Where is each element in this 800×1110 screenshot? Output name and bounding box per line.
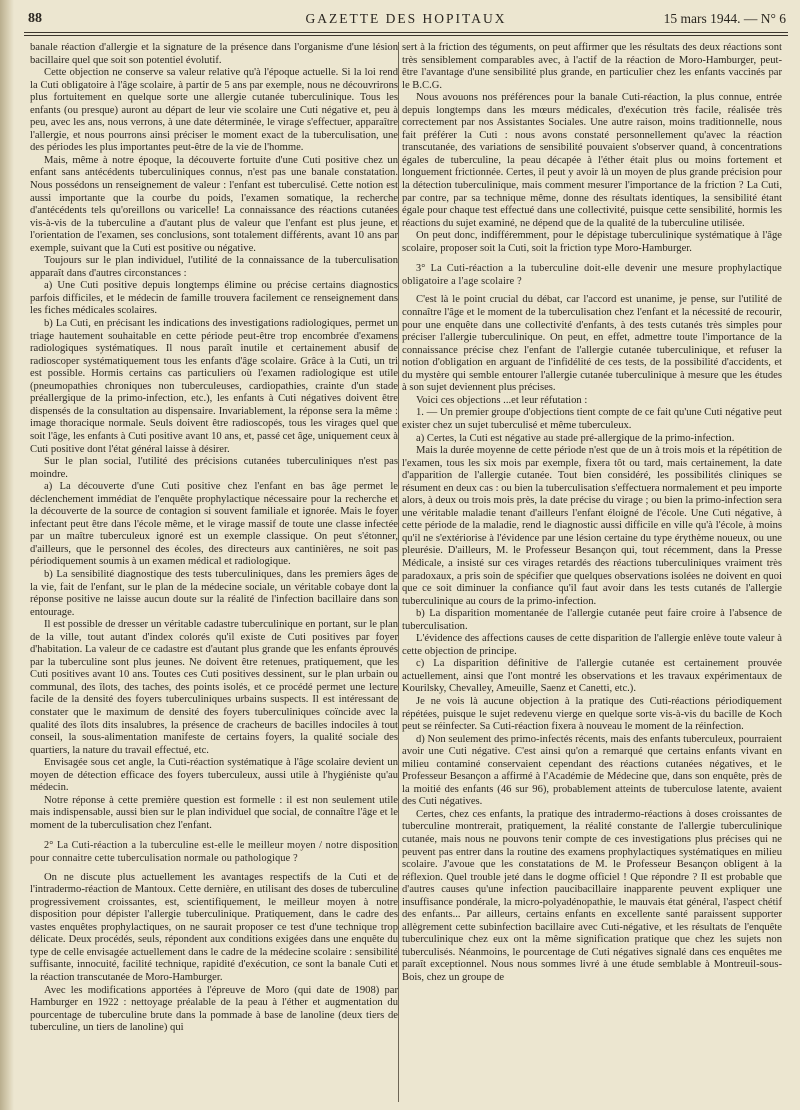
paragraph: b) La disparition momentanée de l'allergie cutanée peut faire croire à l'absence de tuberculisation. <box>402 608 782 632</box>
paragraph: Il est possible de dresser un véritable cadastre tuberculinique en portant, sur le plan de la ville, tout autant d'index colorés qu'il existe de Cuti positives par foyer d'habitation. La valeur de ce cadastre est d'autant plus grande que les enfants éprouvés par la tuberculine sont plus jeunes. Ne doivent être retenues, pratiquement, que les Cuti positives avant 10 ans. Toutes ces Cuti positives dessinent, sur le plan urbain ou communal, des îlots, des taches, des points isolés, et ce procédé permet une lecture facile de la densité des foyers tuberculiniques urbains suspects. Il est intéressant de constater que le maximum de densité des foyers tuberculiniques coïncide avec la qualité des îlots dits insalubres, la présence de cracheurs de bacilles indociles à tout conseil, la sous-alimentation manifeste de certains foyers, la qualité sociale des quartiers, la nature du travail effectué, etc. <box>30 619 398 756</box>
column-divider <box>398 42 399 1102</box>
page-binding-shadow <box>0 0 14 1110</box>
paragraph: Notre réponse à cette première question est formelle : il est non seulement utile mais indispensable, aussi bien sur le plan individuel que social, de connaître l'âge et le moment de la tuberculisation chez l'enfant. <box>30 794 398 831</box>
paragraph: Certes, chez ces enfants, la pratique des intradermo-réactions à doses croissantes de tuberculine montrerait, pratiquement, la réalité constante de l'allergie tuberculinique cutanée, mais nous ne pouvons tenir compte de ces investigations plus précises qui ne peuvent pas entrer dans la routine des examens prophylactiques systématiques en milieu scolaire. J'avoue que les constatations de M. le Professeur Besançon obligent à la réflexion. Quel trouble jeté dans le dogme officiel ! Que répondre ? Il est probable que d'autres causes qu'une infection paucibacillaire inapparente peuvent expliquer une insuffisance pondérale, la micro-polyadénopathie, le mauvais état général, l'aspect chétif des enfants... Par ailleurs, certains enfants en excellente santé paraissent supporter allègrement cette subinfection bacillaire avec Cuti-négative, et les résultats de l'enquête tuberculinique chez eux ont la même signification pratique que chez les sujets non tuberculisés. Néanmoins, le pourcentage de Cuti négatives signalé dans ces enquêtes me paraît exceptionnel. Nous nous sommes livré à une étude semblable à Montreuil-sous-Bois, chez un groupe de <box>402 808 782 984</box>
journal-title: GAZETTE DES HOPITAUX <box>305 11 507 26</box>
paragraph: c) La disparition définitive de l'allergie cutanée est certainement prouvée actuellement, ainsi que l'ont montré les observations et les travaux expérimentaux de Kourilsky, Chevalley, Ameuille, Saenz et Canetti, etc.). <box>402 658 782 695</box>
paragraph: b) La sensibilité diagnostique des tests tuberculiniques, dans les premiers âges de la vie, fait de l'enfant, sur le plan de la médecine sociale, un véritable cobaye dont la réponse positive ne laisse aucun doute sur la réalité de l'infection bacillaire dans son entourage. <box>30 568 398 618</box>
paragraph: Cette objection ne conserve sa valeur relative qu'à l'époque actuelle. Si la loi rend la Cuti obligatoire à l'âge scolaire, à partir de 5 ans par exemple, nous ne découvrirons plus fortuitement en quelque sorte une allergie cutanée tuberculinique. Tous les enfants (ou presque) auront au départ de leur vie scolaire une Cuti négative et, peu à peu, avec les ans, nous verrons, à une date déterminée, le virage s'effectuer, apparaître l'allergie, et nous pourrons ainsi préciser le moment exact de la tuberculisation, une des périodes les plus importantes peut-être de la vie de l'homme. <box>30 67 398 154</box>
paragraph: d) Non seulement des primo-infectés récents, mais des enfants tuberculeux, pourraient avoir une Cuti négative. C'est ainsi qu'on a remarqué que certains enfants vivant en milieu contaminé conservaient cependant des réactions cutanées négatives, et le Professeur Besançon a affirmé à l'Académie de Médecine que, dans son enquête, près de la moitié des enfants (46 sur 96), probablement atteints de tuberculose latente, avaient des Cuti négatives. <box>402 733 782 808</box>
section-heading: 3° La Cuti-réaction a la tuberculine doit-elle devenir une mesure prophylactique obligatoire a l'age scolaire ? <box>402 263 782 287</box>
paragraph: a) La découverte d'une Cuti positive chez l'enfant en bas âge permet le déclenchement immédiat de l'enquête prophylactique nécessaire pour la recherche et la découverte de la source de contagion si souvent familiale et ignorée. Mais le foyer infectant peut être dans l'école même, et le virage massif de toute une classe infectée par un maître tuberculeux ignoré est un exemple classique. On peut s'étonner, d'ailleurs, que le personnel des écoles, des directeurs aux cantinières, ne soit pas périodiquement soumis à un examen médical et radiologique. <box>30 481 398 568</box>
paragraph: Mais, même à notre époque, la découverte fortuite d'une Cuti positive chez un enfant sans antécédents tuberculiniques connus, n'est pas une banale constatation. Nous possédons un renseignement de valeur : l'enfant est tuberculisé. Cette notion est aussi importante que la courbe du poids, l'examen somatique, la recherche d'antécédents tels qu'oreillons ou varicelle! La connaissance des réactions cutanées vis-à-vis de la tuberculine a d'autant plus de valeur que l'enfant est plus jeune, et l'orientation de l'examen, ses conclusions, sont totalement différents, avant 10 ans par exemple, suivant que la Cuti est positive ou négative. <box>30 154 398 254</box>
right-column <box>402 42 782 1102</box>
paragraph: Toujours sur le plan individuel, l'utilité de la connaissance de la tuberculisation apparaît dans d'autres circonstances : <box>30 255 398 279</box>
paragraph: Je ne vois là aucune objection à la pratique des Cuti-réactions périodiquement répétées, puisque le sujet redevenu vierge en quelque sorte vis-à-vis du bacille de Koch peut se réinfecter. Sa Cuti-réaction fixera à nouveau le moment de la réinfection. <box>402 695 782 733</box>
paragraph: b) La Cuti, en précisant les indications des investigations radiologiques, permet un triage hautement souhaitable en cette période peut-être trop encombrée d'examens radiologiques systématiques. Il nous paraît inutile et certainement abusif de radioscoper systématiquement tous les enfants d'âge scolaire. Grâce à la Cuti, un tri est possible. Hormis certains cas particuliers où l'examen radiologique est utile (pneumopathies chroniques non tuberculeuses, cardiopathies, crainte d'un stade préallergique de la primo-infection, etc.), les enfants à Cuti négatives doivent être dispensés de la consultation au dispensaire. Invariablement, la réponse sera la même : image thoracique normale. Seuls doivent être radioscopés, tous les virages quel que soit l'âge, les enfants à Cuti positive avant 10 ans, et, passé cet âge, uniquement ceux à Cuti positive dont l'état général laisse à désirer. <box>30 318 398 455</box>
paragraph: a) Certes, la Cuti est négative au stade pré-allergique de la primo-infection. <box>416 432 735 444</box>
paragraph: sert à la friction des téguments, on peut affirmer que les résultats des deux réactions sont très sensiblement comparables avec, à l'actif de la réaction de Moro-Hamburger, peut-être l'avantage d'une sensibilité plus grande, en particulier chez les enfants vaccinés par le B.C.G. <box>402 42 782 91</box>
paragraph: On ne discute plus actuellement les avantages respectifs de la Cuti et de l'intradermo-réaction de Mantoux. Cette dernière, en utilisant des doses de tuberculine progressivement croissantes, est, scientifiquement, le meilleur moyen à notre disposition pour dépister l'allergie tuberculinique. Pratiquement, dans le cadre des vastes enquêtes prophylactiques, on ne saurait proposer ce test d'une technique trop délicate. Deux procédés, seuls, répondent aux conditions exigées dans une enquête du type de celle envisagée actuellement dans le cadre de la médecine scolaire : sensibilité suffisante, innocuité, facilité technique, rapidité d'exécution, ce sont la banale Cuti et la réaction transcutanée de Moro-Hamburger. <box>30 871 398 984</box>
paragraph: banale réaction d'allergie et la signature de la présence dans l'organisme d'une lésion bacillaire quel que soit son potentiel évolutif. <box>30 42 398 66</box>
left-column <box>30 42 398 1102</box>
paragraph: Voici ces objections ...et leur réfutation : <box>416 394 588 406</box>
paragraph: Nous avouons nos préférences pour la banale Cuti-réaction, la plus connue, entrée depuis longtemps dans les mœurs médicales, d'exécution très facile, réalisée très correctement par nos Assistantes Sociales. Une autre raison, moins traditionnelle, nous fait préférer la Cuti : nous avons constaté personnellement qu'avec la réaction transcutanée, des variations de sensibilité pouvaient s'observer quand, à concentrations égales de tuberculine, la peau décapée à l'éther était plus ou moins fortement et longuement frictionnée. Certes, il peut y avoir là un moyen de plus grande précision pour la détection tuberculinique, mais comment mesurer l'importance de la friction ? La Cuti, par contre, par sa technique même, donne des résultats identiques, la sensibilité étant égale pour chaque test effectué dans une collectivité, puisque cette sensibilité, hormis les réactions du sujet examiné, ne dépend que de la qualité de la tuberculine utilisée. <box>402 92 782 229</box>
paragraph: Sur le plan social, l'utilité des précisions cutanées tuberculiniques n'est pas moindre. <box>30 456 398 480</box>
paragraph: Mais la durée moyenne de cette période n'est que de un à trois mois et la répétition de l'examen, tous les six mois par exemple, fixera tôt ou tard, mais certainement, la date d'apparition de l'allergie cutanée. Tout bien considéré, les possibilités cliniques se résument en deux cas : ou bien la tuberculisation s'effectuera normalement et peu importe alors, à deux ou trois mois près, la date précise du virage ; ou bien la primo-infection sera une véritable maladie tenant d'ailleurs l'enfant éloigné de l'école. Une Cuti négative, à cette période de la maladie, rend le diagnostic aussi difficile en ville qu'à l'école, à moins qu'il ne s'extériorise à l'évidence par une lésion certaine du type érythème noueux, ou une pleurésie. D'ailleurs, M. le Professeur Besançon qui, tout récemment, dans la Presse Médicale, a insisté sur ces virages retardés des réactions tuberculiniques vraiment très paradoxaux, a pris soin de spécifier que quelques observations isolées ne doivent en quoi que ce soit diminuer la confiance qu'il faut avoir dans les tests cutanés de l'allergie tuberculinique au cours de la primo-infection. <box>402 445 782 607</box>
paragraph: a) Une Cuti positive depuis longtemps élimine ou précise certains diagnostics parfois difficiles, et le médecin de famille trouvera facilement ce renseignement dans les fiches médicales scolaires. <box>30 280 398 317</box>
issue-date: 15 mars 1944. — N° 6 <box>663 11 786 26</box>
paragraph: C'est là le point crucial du débat, car l'accord est unanime, je pense, sur l'utilité de connaître l'âge et le moment de la tuberculisation chez l'enfant et la nécessité de recourir, pour une enquête dans une collectivité d'enfants, à des tests cutanés très simples pour préciser l'allergie tuberculinique. On peut, en effet, admettre toute l'importance de la connaissance précise chez l'enfant de l'allergie cutanée tuberculinique, et refuser la notion d'obligation en arguant de l'infidélité de ces tests, de la possibilité d'accidents, et du mystère qui semble entourer l'allergie cutanée tuberculinique à mesure que les études à son sujet deviennent plus précises. <box>402 294 782 394</box>
section-heading: 2° La Cuti-réaction a la tuberculine est-elle le meilleur moyen / notre disposition pour connaitre cette tuberculisation normale ou pathologique ? <box>30 840 398 865</box>
header-rule <box>24 35 788 36</box>
page-header <box>24 10 788 33</box>
paragraph: Envisagée sous cet angle, la Cuti-réaction systématique à l'âge scolaire devient un moyen de détection efficace des foyers tuberculeux, aussi utile à l'hygiéniste qu'au médecin. <box>30 757 398 794</box>
paragraph: Avec les modifications apportées à l'épreuve de Moro (qui date de 1908) par Hamburger en 1922 : nettoyage préalable de la peau à l'éther et augmentation du pourcentage de tuberculine brute dans la pommade à base de lanoline (deux tiers de tuberculine, un tiers de lanoline) qui <box>30 984 398 1034</box>
paragraph: On peut donc, indifféremment, pour le dépistage tuberculinique systématique à l'âge scolaire, proposer soit la Cuti, soit la friction type Moro-Hamburger. <box>402 230 782 254</box>
paragraph: 1. — Un premier groupe d'objections tient compte de ce fait qu'une Cuti négative peut exister chez un sujet tuberculisé et même tuberculeux. <box>402 407 782 431</box>
paragraph: L'évidence des affections causes de cette disparition de l'allergie enlève toute valeur à cette objection de principe. <box>402 633 782 657</box>
page-number: 88 <box>28 11 42 26</box>
